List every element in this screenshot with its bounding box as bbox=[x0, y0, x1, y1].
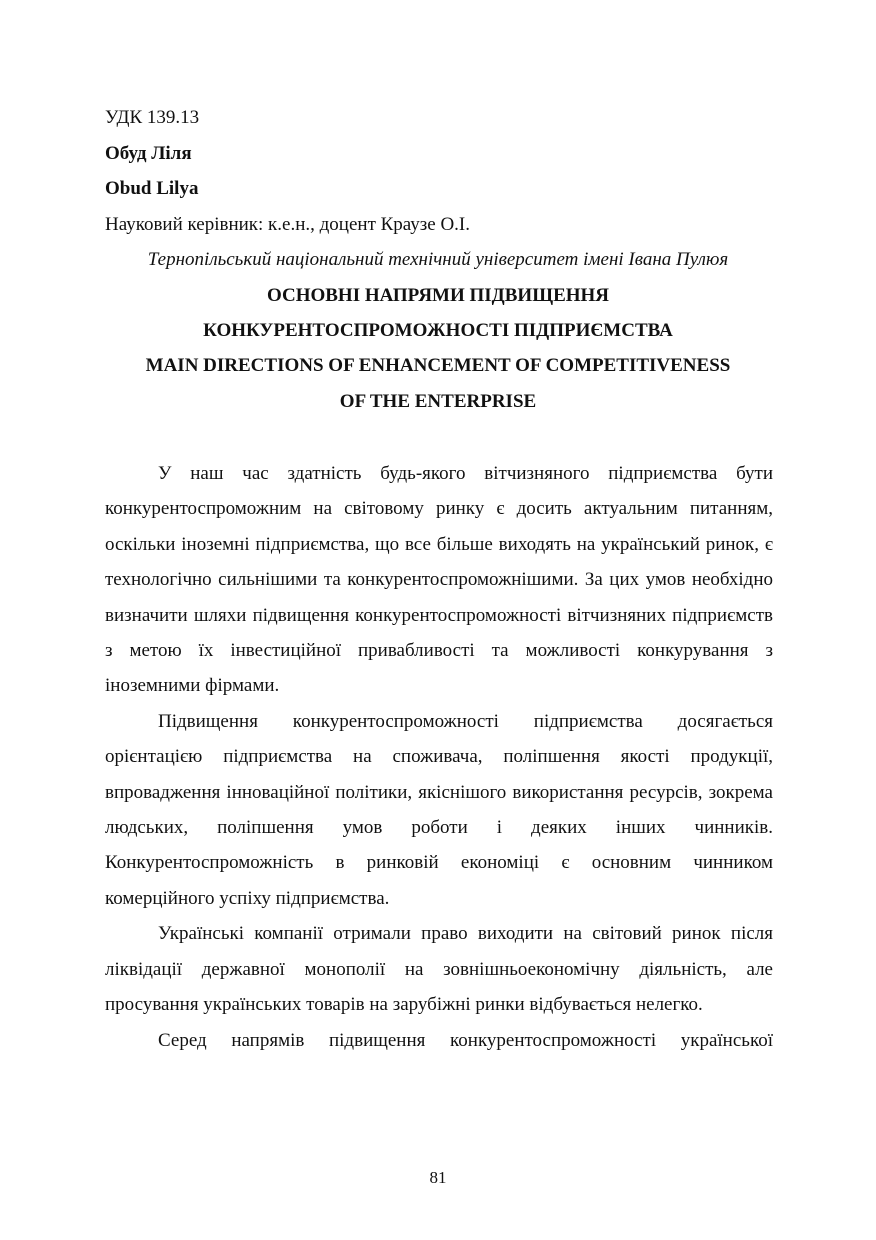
paragraph: Підвищення конкурентоспроможності підприємства досягається орієнтацією підприємства на споживача, поліпшення якості продукції, впровадження інноваційної політики, якіснішого використання ресурсів, зокрема людських, поліпшення умов роботи і деяких інших чинників. Конкурентоспроможність в ринковій економіці є основним чинником комерційного успіху підприємства. bbox=[105, 710, 773, 909]
page-number: 81 bbox=[429, 1168, 447, 1187]
paragraph: У наш час здатність будь-якого вітчизняного підприємства бути конкурентоспроможним на світовому ринку є досить актуальним питанням, оскільки іноземні підприємства, що все більше виходять на український ринок, є технологічно сильнішими та конкурентоспроможнішими. За цих умов необхідно визначити шляхи підвищення конкурентоспроможності вітчизняних підприємств з метою їх інвестиційної привабливості та можливості конкурування з іноземними фірмами. bbox=[105, 463, 773, 697]
title-ua-line-2: КОНКУРЕНТОСПРОМОЖНОСТІ ПІДПРИЄМСТВА bbox=[203, 320, 673, 341]
title-ua-line-1: ОСНОВНІ НАПРЯМИ ПІДВИЩЕННЯ bbox=[266, 285, 610, 306]
supervisor-line: Науковий керівник: к.е.н., доцент Краузе О.І. bbox=[105, 214, 470, 235]
paragraph: Українські компанії отримали право виходити на світовий ринок після ліквідації державної монополії на зовнішньоекономічну діяльність, але просування українських товарів на зарубіжні ринки відбувається нелегко. bbox=[105, 923, 773, 1016]
article-body bbox=[105, 456, 773, 1058]
title-en-line-2: OF THE ENTERPRISE bbox=[339, 391, 537, 412]
title-en-line-1: MAIN DIRECTIONS OF ENHANCEMENT OF COMPETITIVENESS bbox=[145, 355, 731, 376]
udk-code: УДК 139.13 bbox=[105, 107, 200, 128]
paragraph: Серед напрямів підвищення конкурентоспроможності української bbox=[158, 1029, 773, 1051]
affiliation: Тернопільський національний технічний університет імені Івана Пулюя bbox=[147, 249, 729, 270]
author-name-en: Obud Lilya bbox=[105, 178, 199, 199]
author-name-ua: Обуд Ліля bbox=[105, 143, 192, 164]
